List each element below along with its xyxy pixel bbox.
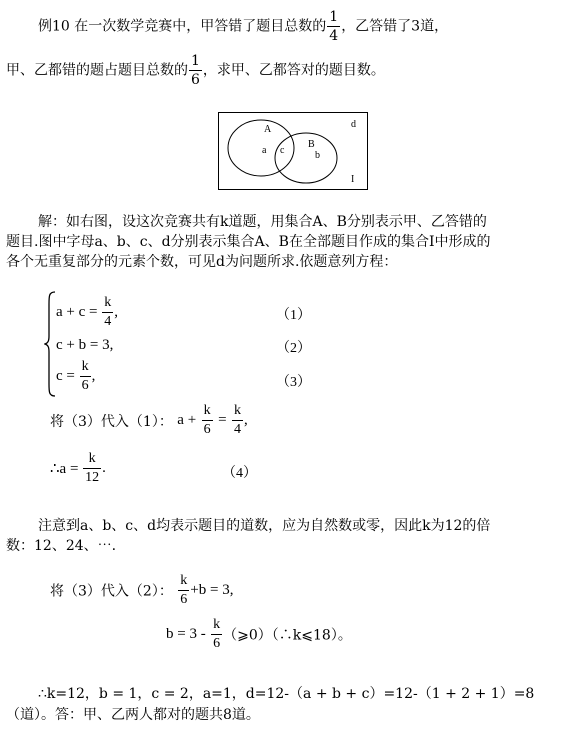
fraction-k-over-6: $\frac{k}{6}$ [203,403,211,437]
label-d: d [351,119,356,130]
label-b: b [315,150,320,161]
equation-number-1: （1） [276,308,311,323]
answer-line-2: （道）。答：甲、乙两人都对的题共8道。 [6,707,260,723]
venn-diagram [218,112,368,190]
problem-text: ，求甲、乙都答对的题目数。 [202,62,385,79]
universal-set-box [219,113,368,190]
equation-number-2: （2） [276,341,311,356]
set-b-circle [275,133,337,183]
problem-line-2 [6,54,385,87]
label-B: B [308,139,315,150]
fraction-k-over-4: $\frac{k}{4}$ [104,295,112,329]
substitution-step-2: 将（3）代入（2）： $\frac{k}{6}$ +b = 3, [50,573,234,607]
problem-text: 甲、乙都错的题占题目总数的 [6,62,188,79]
fraction-k-over-4: $\frac{k}{4}$ [233,403,241,437]
equation-2: c + b = 3, [56,337,114,353]
result-a: ∴a = $\frac{k}{12}$ . [50,451,106,485]
note-line-2: 数：12、24、⋯. [6,538,117,554]
fraction-k-over-6: $\frac{k}{6}$ [180,573,188,607]
result-b: b = 3 - $\frac{k}{6}$ （⩾0）（∴k⩽18）。 [166,617,352,651]
solution-line-3: 各个无重复部分的元素个数，可见d为问题所求.依题意列方程： [6,254,398,270]
fraction-k-over-6: $\frac{k}{6}$ [213,617,221,651]
label-I: I [351,174,355,185]
note-line-1: 注意到a、b、c、d均表示题目的道数，应为自然数或零，因此k为12的倍 [38,518,491,534]
problem-line-1 [38,10,448,43]
label-A: A [264,124,272,135]
equation-number-3: （3） [276,375,311,390]
problem-text: 例10 在一次数学竞赛中，甲答错了题目总数的 [38,18,327,35]
answer-line-1: ∴k=12，b = 1，c = 2，a=1，d=12-（a + b + c）=12-（1 + 2 + 1）=8 [38,686,535,702]
equation-3: c = $\frac{k}{6}$ , [56,359,96,393]
fraction-k-over-6: $\frac{k}{6}$ [81,359,89,393]
substitution-step-1: 将（3）代入（1）： a + $\frac{k}{6}$ = $\frac{k}{4}$ , [50,403,248,437]
equation-number-4: （4） [222,466,257,481]
problem-text: ，乙答错了3道， [341,18,449,35]
fraction-k-over-12: $\frac{k}{12}$ [85,451,100,485]
solution-line-2: 题目.图中字母a、b、c、d分别表示集合A、B在全部题目作成的集合I中形成的 [6,234,491,250]
label-c: c [280,145,285,156]
solution-line-1: 解：如右图，设这次竞赛共有k道题，用集合A、B分别表示甲、乙答错的 [38,214,487,230]
fraction-one-quarter: $\frac{1}{4}$ [329,9,339,44]
label-a: a [262,145,267,156]
fraction-one-sixth: $\frac{1}{6}$ [191,53,200,88]
equation-1: a + c = $\frac{k}{4}$ , [56,295,118,329]
